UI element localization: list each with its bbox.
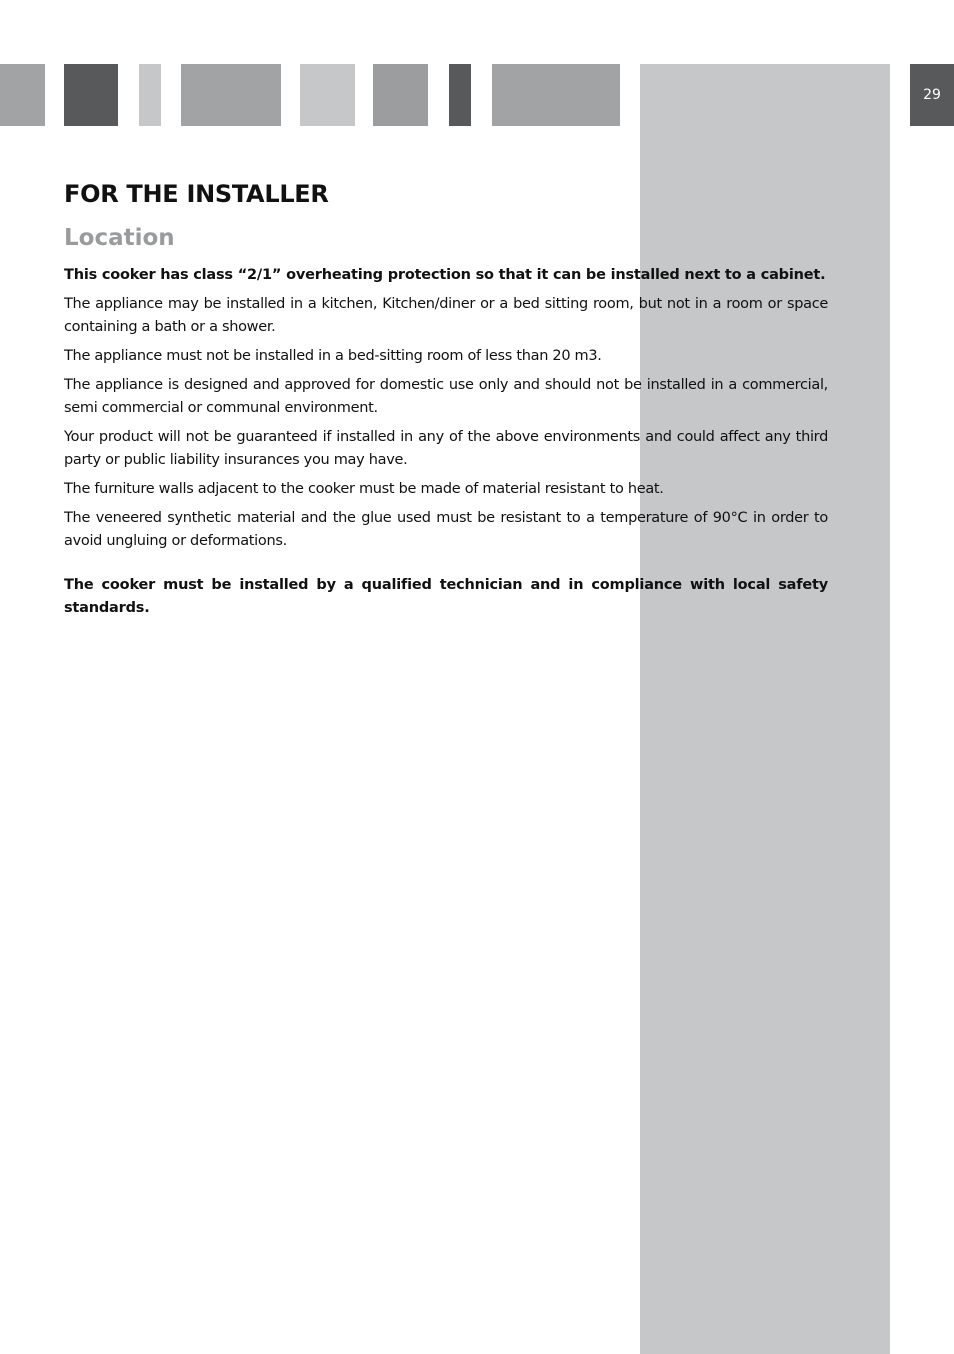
header-block-6: [373, 64, 428, 126]
body-paragraph: The appliance must not be installed in a bed-sitting room of less than 20 m3.: [64, 348, 602, 364]
overheating-notice: This cooker has class “2/1” overheating protection so that it can be installed next to a cabinet.: [64, 267, 826, 283]
body-paragraph: Your product will not be guaranteed if installed in any of the above environments and could affect any third party or public liability insurances you may have.: [64, 429, 828, 468]
header-block-4: [181, 64, 281, 126]
header-block-8: [492, 64, 620, 126]
header-block-7: [449, 64, 471, 126]
header-block-1: [0, 64, 45, 126]
body-paragraph: The appliance is designed and approved for domestic use only and should not be installed in a commercial, semi commercial or communal environment.: [64, 377, 828, 416]
body-paragraph: The appliance may be installed in a kitchen, Kitchen/diner or a bed sitting room, but not in a room or space containing a bath or a shower.: [64, 296, 828, 335]
section-title: Location: [64, 225, 175, 251]
page-content: [64, 176, 828, 620]
header-block-3: [139, 64, 161, 126]
installation-notice: The cooker must be installed by a qualified technician and in compliance with local safety standards.: [64, 577, 828, 616]
header-block-5: [300, 64, 355, 126]
page-number: 29: [923, 87, 941, 103]
header-block-2: [64, 64, 118, 126]
body-paragraph: The veneered synthetic material and the glue used must be resistant to a temperature of 90°C in order to avoid ungluing or deformations.: [64, 510, 828, 549]
page-title: FOR THE INSTALLER: [64, 180, 329, 208]
page-number-box: [910, 64, 954, 126]
body-paragraph: The furniture walls adjacent to the cooker must be made of material resistant to heat.: [64, 481, 664, 497]
